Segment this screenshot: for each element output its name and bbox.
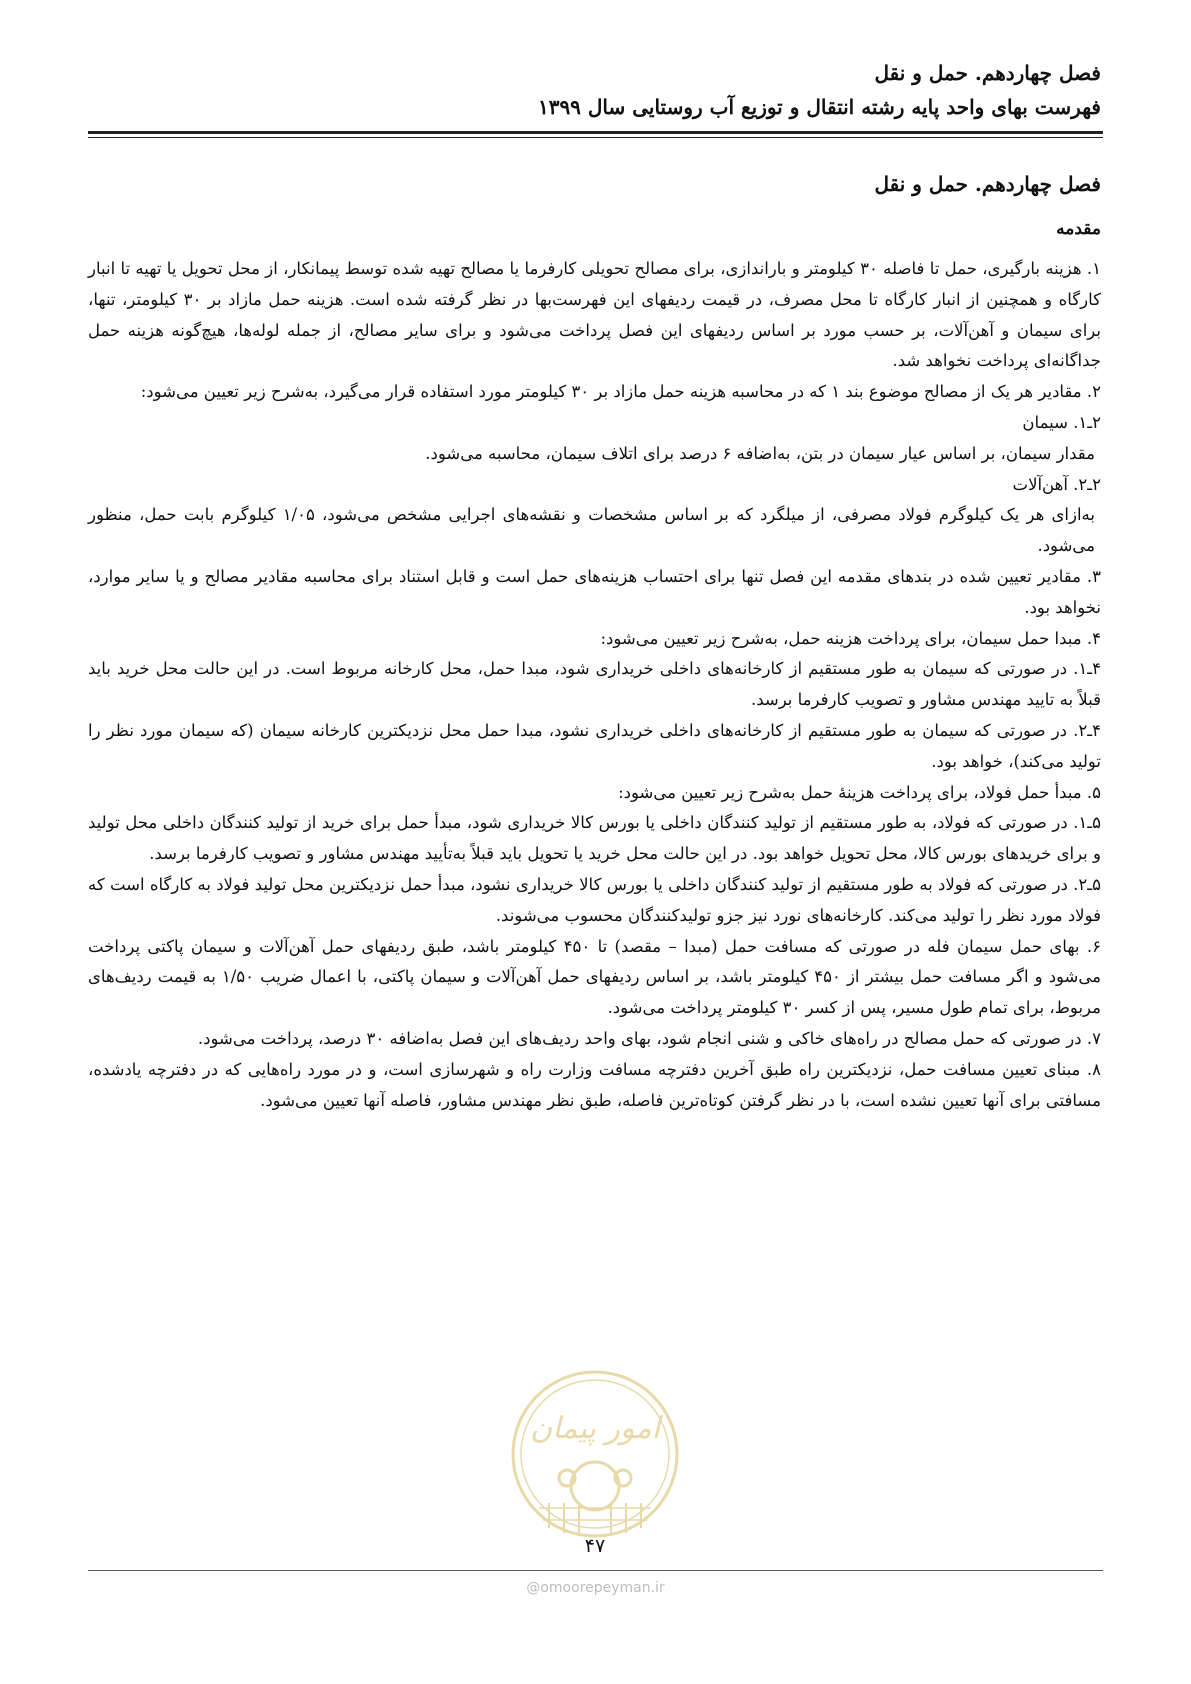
paragraph: ۴ـ۱. در صورتی که سیمان به طور مستقیم از کارخانه‌های داخلی خریداری شود، مبدا حمل، محل کارخانه مربوط است. در این حالت محل خرید باید قبلاً به تایید مهندس مشاور و تصویب کارفرما برسد. (88, 659, 1101, 710)
section-title: فصل چهاردهم. حمل و نقل (874, 172, 1101, 196)
intro-heading: مقدمه (1056, 219, 1101, 239)
paragraph: ۵ـ۱. در صورتی که فولاد، به طور مستقیم از تولید کنندگان داخلی یا بورس کالا خریداری شود، مبدأ حمل برای خرید از تولید کنندگان داخلی محل تولید و برای خریدهای بورس کالا، محل تحویل خواهد بود. در این حالت محل خرید یا تحویل باید قبلاً به‌تأیید مهندس مشاور و تصویب کارفرما برسد. (88, 813, 1101, 864)
page-number: ۴۷ (584, 1535, 606, 1557)
header-rule-thick (88, 131, 1103, 134)
paragraph: ۱. هزینه بارگیری، حمل تا فاصله ۳۰ کیلومتر و باراندازی، برای مصالح تحویلی کارفرما یا مصالح تهیه شده توسط پیمانکار، از محل تحویل یا تهیه تا انبار کارگاه و همچنین از انبار کارگاه تا محل مصرف، در قیمت ردیفهای این فهرست‌بها در نظر گرفته شده است. هزینه حمل مازاد بر ۳۰ کیلومتر، تنها، برای سیمان و آهن‌آلات، بر حسب مورد بر اساس ردیفهای این فصل پرداخت می‌شود و برای سایر مصالح، از جمله لوله‌ها، هیچ‌گونه هزینه حمل جداگانه‌ای پرداخت نخواهد شد. (88, 259, 1101, 371)
sub-heading: ۲ـ۲. آهن‌آلات (1012, 474, 1101, 494)
omoore-peyman-seal-icon (509, 1368, 681, 1540)
running-header (60, 56, 1101, 124)
document-body (88, 160, 1101, 1116)
paragraph: ۵. مبدأ حمل فولاد، برای پرداخت هزینهٔ حمل به‌شرح زیر تعیین می‌شود: (618, 782, 1101, 802)
paragraph: مقدار سیمان، بر اساس عیار سیمان در بتن، به‌اضافه ۶ درصد برای اتلاف سیمان، محاسبه می‌شود. (425, 443, 1095, 463)
paragraph: ۸. مبنای تعیین مسافت حمل، نزدیکترین راه طبق آخرین دفترچه مسافت وزارت راه و شهرسازی است، و در مورد راه‌هایی که در دفترچه یادشده، مسافتی برای آنها تعیین نشده است، با در نظر گرفتن کوتاه‌ترین فاصله، طبق نظر مهندس مشاور، فاصله آنها تعیین می‌شود. (88, 1059, 1101, 1110)
footer-site: @omoorepeyman.ir (526, 1580, 665, 1596)
header-chapter: فصل چهاردهم. حمل و نقل (874, 61, 1101, 85)
paragraph: ۶. بهای حمل سیمان فله در صورتی که مسافت حمل (مبدا – مقصد) تا ۴۵۰ کیلومتر باشد، طبق ردیفهای حمل آهن‌آلات و سیمان پاکتی پرداخت می‌شود و اگر مسافت حمل بیشتر از ۴۵۰ کیلومتر باشد، بر اساس ردیفهای حمل آهن‌آلات و سیمان پاکتی، با اعمال ضریب ۱/۵۰ به قیمت ردیف‌های مربوط، برای تمام طول مسیر، پس از کسر ۳۰ کیلومتر پرداخت می‌شود. (88, 936, 1101, 1018)
header-rule-thin (88, 137, 1103, 138)
header-list-title: فهرست بهای واحد پایه رشته انتقال و توزیع آب روستایی سال ۱۳۹۹ (537, 95, 1101, 119)
paragraph: ۲. مقادیر هر یک از مصالح موضوع بند ۱ که در محاسبه هزینه حمل مازاد بر ۳۰ کیلومتر مورد استفاده قرار می‌گیرد، به‌شرح زیر تعیین می‌شود: (140, 382, 1101, 402)
sub-heading: ۲ـ۱. سیمان (1022, 412, 1101, 432)
paragraph: ۴ـ۲. در صورتی که سیمان به طور مستقیم از کارخانه‌های داخلی خریداری نشود، مبدا حمل محل نزدیکترین کارخانه سیمان (که سیمان مورد نظر را تولید می‌کند)، خواهد بود. (88, 720, 1101, 771)
footer-rule (88, 1570, 1103, 1571)
paragraph: به‌ازای هر یک کیلوگرم فولاد مصرفی، از میلگرد که بر اساس مشخصات و نقشه‌های اجرایی مشخص می‌شود، ۱/۰۵ کیلوگرم بابت حمل، منظور می‌شود. (88, 505, 1095, 556)
watermark-text: امور پیمان (530, 1411, 660, 1446)
paragraph: ۷. در صورتی که حمل مصالح در راه‌های خاکی و شنی انجام شود، بهای واحد ردیف‌های این فصل به‌اضافه ۳۰ درصد، پرداخت می‌شود. (197, 1028, 1101, 1048)
paragraph: ۳. مقادیر تعیین شده در بندهای مقدمه این فصل تنها برای احتساب هزینه‌های حمل است و قابل استناد برای محاسبه مقادیر مصالح و یا سایر موارد، نخواهد بود. (88, 566, 1101, 617)
paragraph: ۴. مبدا حمل سیمان، برای پرداخت هزینه حمل، به‌شرح زیر تعیین می‌شود: (600, 628, 1101, 648)
paragraph: ۵ـ۲. در صورتی که فولاد به طور مستقیم از تولید کنندگان داخلی یا بورس کالا خریداری نشود، مبدأ حمل نزدیکترین محل تولید فولاد به کارگاه است که فولاد مورد نظر را تولید می‌کند. کارخانه‌های نورد نیز جزو تولیدکنندگان محسوب می‌شوند. (88, 874, 1101, 925)
